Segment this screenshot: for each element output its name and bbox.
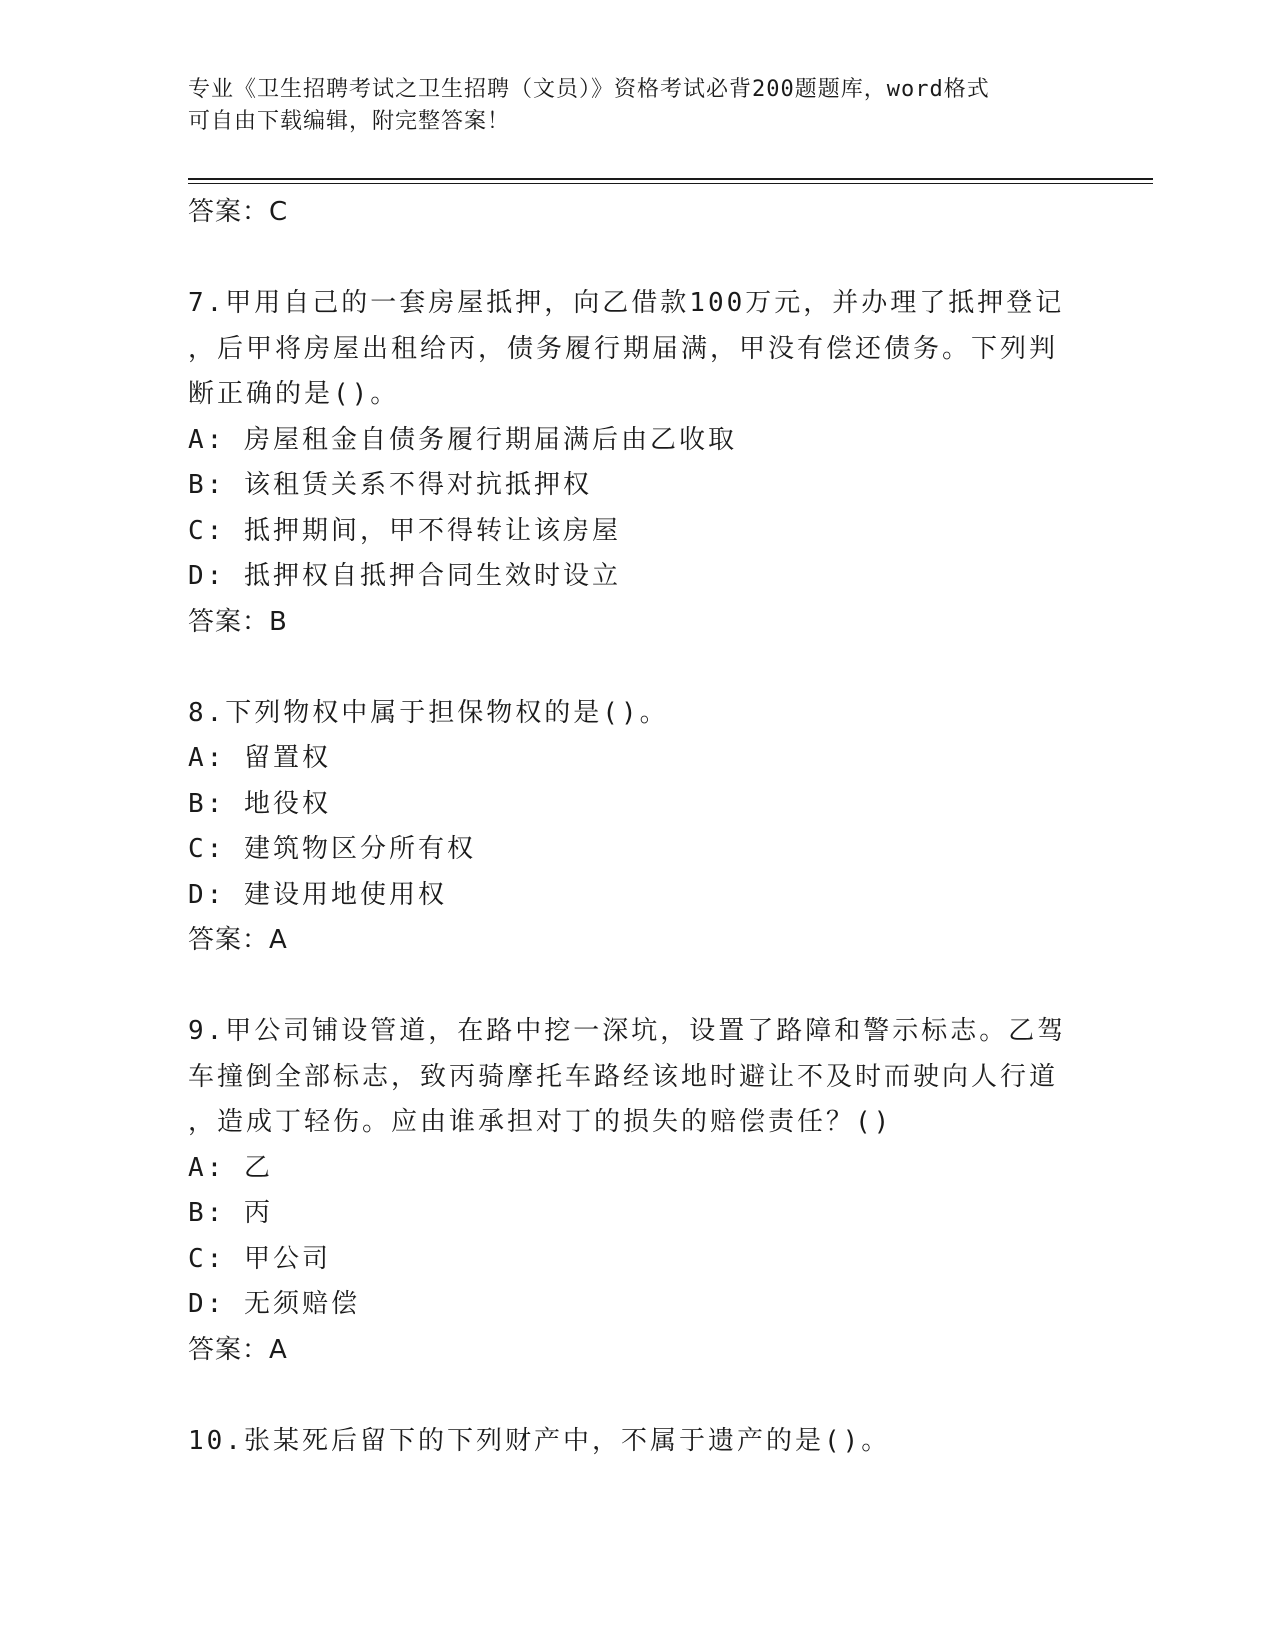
question-stem-line: 断正确的是()。: [188, 379, 400, 409]
option-a: A: 乙: [188, 1152, 273, 1183]
question-stem-line: 车撞倒全部标志，致丙骑摩托车路经该地时避让不及时而驶向人行道: [188, 1061, 1059, 1092]
spacer: [188, 645, 1078, 691]
option-c: C: 抵押期间，甲不得转让该房屋: [188, 515, 621, 546]
header-line-1: 专业《卫生招聘考试之卫生招聘（文员）》资格考试必背200题题库，word格式: [188, 77, 990, 102]
document-header: [188, 74, 1068, 138]
option-d: D: 建设用地使用权: [188, 879, 447, 910]
option-b: B: 该租赁关系不得对抗抵押权: [188, 470, 592, 500]
option-c: C: 甲公司: [188, 1243, 331, 1274]
option-b: B: 丙: [188, 1198, 273, 1228]
question-stem-line: 8.下列物权中属于担保物权的是()。: [188, 697, 669, 728]
question-8: [188, 691, 1078, 964]
answer: 答案：A: [188, 1334, 288, 1365]
option-c: C: 建筑物区分所有权: [188, 834, 476, 864]
question-stem-line: 7.甲用自己的一套房屋抵押，向乙借款100万元，并办理了抵押登记: [188, 288, 1065, 318]
option-d: D: 抵押权自抵押合同生效时设立: [188, 561, 621, 591]
previous-answer: 答案：C: [188, 197, 289, 227]
question-10: [188, 1419, 1078, 1465]
header-line-2: 可自由下载编辑，附完整答案！: [188, 109, 511, 134]
question-9: [188, 1009, 1078, 1373]
spacer: [188, 964, 1078, 1010]
answer: 答案：A: [188, 925, 288, 955]
header-divider-thick: [188, 178, 1153, 180]
header-divider-thin: [188, 183, 1153, 184]
question-7: [188, 281, 1078, 645]
option-b: B: 地役权: [188, 788, 331, 819]
answer: 答案：B: [188, 606, 288, 637]
question-list: [188, 190, 1078, 1464]
option-a: A: 留置权: [188, 743, 331, 773]
option-a: A: 房屋租金自债务履行期届满后由乙收取: [188, 424, 737, 455]
question-stem-line: ，后甲将房屋出租给丙，债务履行期届满，甲没有偿还债务。下列判: [188, 333, 1059, 364]
spacer: [188, 1373, 1078, 1419]
question-stem-line: 10.张某死后留下的下列财产中，不属于遗产的是()。: [188, 1425, 891, 1456]
spacer: [188, 236, 1078, 282]
question-stem-line: 9.甲公司铺设管道，在路中挖一深坑，设置了路障和警示标志。乙驾: [188, 1016, 1067, 1046]
question-stem-line: ，造成丁轻伤。应由谁承担对丁的损失的赔偿责任？(): [188, 1107, 893, 1137]
option-d: D: 无须赔偿: [188, 1289, 360, 1319]
